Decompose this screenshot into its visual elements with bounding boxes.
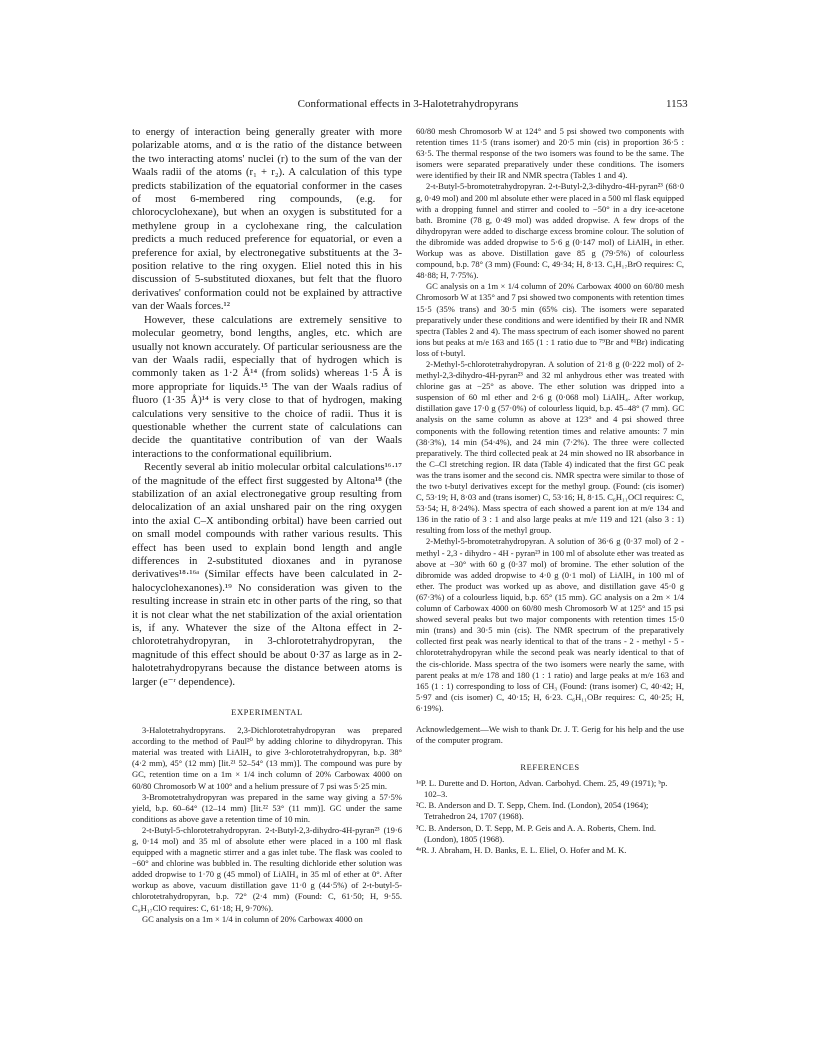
page-number: 1153 [666,98,688,110]
body-paragraph: However, these calculations are extremely sensitive to molecular geometry, bond lengths, angles, etc. which are usually not known accurately. Of particular seriousness are the van der Waals radii, especially that of hydrogen which is commonly taken as 1·2 Å¹⁴ (from solids) whereas 1·5 Å is more appropriate for liquids.¹⁵ The van der Waals radius of fluoro (1·35 Å)¹⁴ is very close to that of hydrogen, making calculations very sensitive to the choice of radii. Thus it is questionable whether the current state of calculations can decide the quantitative contribution of van der Waals interactions to the conformational equilibrium. [132,313,402,460]
left-column [132,126,402,1046]
references-list [416,778,684,856]
experimental-paragraph: 3-Halotetrahydropyrans. 2,3-Dichlorotetrahydropyran was prepared according to the method of Paul²⁰ by adding chlorine to dihydropyran. This material was treated with LiAlH₄ to give 3-chlorotetrahydropyran, b.p. 38° (4·2 mm), 45° (12 mm) [lit.²¹ 52–54° (13 mm)]. The compound was pure by GC, retention time on a 1m × 1/4 inch column of 20% Carbowax 4000 on 60/80 Chromosorb W at 100° and a helium pressure of 7 psi was 5·25 min. [132,725,402,791]
experimental-paragraph: 60/80 mesh Chromosorb W at 124° and 5 psi showed two components with retention times 11·5 (trans isomer) and 20·5 min (cis) in proportion 36·5 : 63·5. The thermal response of the two isomers was found to be the same. The isomers were separated preparatively under these conditions. The isomers were identified by their IR and NMR spectra (Tables 1 and 4). [416,126,684,181]
experimental-paragraph: GC analysis on a 1m × 1/4 column of 20% Carbowax 4000 on 60/80 mesh Chromosorb W at 135° and 7 psi showed two components with retention times 15·5 (35% trans) and 30·5 min (65% cis). The isomers were separated preparatively under these conditions and were identified by their IR and NMR spectra (Tables 2 and 4). The mass spectrum of each isomer showed no parent ions but peaks at m/e 163 and 165 (1 : 1 ratio due to ⁷⁹Br and ⁸¹Br) indicating loss of t-butyl. [416,281,684,358]
experimental-section [132,725,402,925]
experimental-paragraph: 2-t-Butyl-5-bromotetrahydropyran. 2-t-Butyl-2,3-dihydro-4H-pyran²³ (68·0 g, 0·49 mol) and 200 ml absolute ether were placed in a 500 ml flask equipped with a dropping funnel and stirrer and cooled to −50° in a dry ice-acetone bath. Bromine (78 g, 0·49 mol) was added dropwise. A few drops of the dihydropyran were added to discharge excess bromine colour. The solution of the dibromide was added dropwise to 5·6 g (0·147 mol) of LiAlH₄ in ether. Workup was as above. Distillation gave 85 g (79·5%) of colourless compound, b.p. 78° (3 mm) (Found: C, 49·34; H, 8·13. C₉H₁₇BrO requires: C, 48·88; H, 7·75%). [416,181,684,281]
right-column [416,126,684,1046]
experimental-paragraph: 2-Methyl-5-chlorotetrahydropyran. A solution of 21·8 g (0·222 mol) of 2-methyl-2,3-dihydro-4H-pyran²³ and 32 ml anhydrous ether was treated with chlorine gas at −25° as above. The ether solution was dripped into a suspension of 60 ml ether and 2·6 g (0·068 mol) LiAlH₄. After workup, distillation gave 17·0 g (57·0%) of colourless liquid, b.p. 45–48° (7 mm). GC analysis on the same column as above at 123° and 4 psi showed three components with the following retention times and relative amounts: 7 min (38·3%), 14 min (54·4%), and 24 min (7·2%). The three were collected preparatively. The third collected peak at 24 min showed no IR absorbance in the C–Cl stretching region. IR data (Table 4) indicated that the first GC peak was the trans isomer and the second cis. NMR spectra were similar to those of the two t-butyl derivatives except for the methyl group. (Found: (cis isomer) C, 53·19; H, 8·03 and (trans isomer) C, 53·16; H, 8·15. C₆H₁₁OCl requires: C, 53·54; H, 8·24%). Mass spectra of each showed a parent ion at m/e 134 and 136 in the ratio of 3 : 1 and also large peaks at m/e 119 and 121 (also 3 : 1) resulting from loss of the methyl group. [416,358,684,536]
body-paragraph: Recently several ab initio molecular orbital calculations¹⁶·¹⁷ of the magnitude of the effect first suggested by Altona¹⁸ (the stabilization of an axial electronegative group resulting from delocalization of an axial unshared pair on the ring oxygen into the axial C–X antibonding orbital) have been carried out on small model compounds with rather various results. This effect has been used to explain bond length and angle differences in 2-substituted dioxanes and in pyranose derivatives¹⁸·¹⁶ᵃ (Similar effects have been calculated in 2-halocyclohexanones).¹⁹ No consideration was given to the resulting increase in strain etc in other parts of the ring, so that it is not clear what the net stabilization of the axial orientation is, if any. Whatever the size of the Altona effect in 2-chlorotetrahydropyran, in 3-chlorotetrahydropyran, the magnitude of this effect should be about 0·37 as large as in 2-halotetrahydropyrans because the distance between atoms is larger (e⁻ʳ dependence). [132,461,402,688]
experimental-paragraph: 2-Methyl-5-bromotetrahydropyran. A solution of 36·6 g (0·37 mol) of 2 - methyl - 2,3 - dihydro - 4H - pyran²³ in 100 ml of absolute ether was treated as above at −30° with 60 g (0·37 mol) of bromine. The ether solution of the dibromide was added dropwise to 4·0 g (0·1 mol) of LiAlH₄ in 100 ml of ether. The product was worked up as above, and distillation gave 45·0 g (67·3%) of a colourless liquid, b.p. 65° (15 mm). GC analysis on a 2m × 1/4 column of Carbowax 4000 on 60/80 mesh Chromosorb W at 125° and 15 psi showed several peaks but two major components with retention times 15·0 min (trans) and 30·5 min (cis). The NMR spectrum of the preparatively collected first peak was nearly identical to that of the trans - 2 - methyl - 5 - chlorotetrahydropyran while the second peak was nearly identical to that of the cis-chloride. Mass spectra of the two isomers were nearly the same, with parent peaks at m/e 178 and 180 (1 : 1 ratio) and large peaks at m/e 163 and 165 (1 : 1) corresponding to loss of CH₃ (Found: (trans isomer) C, 40·42; H, 5·97 and (cis isomer) C, 40·15; H, 6·23. C₆H₁₁OBr requires: C, 40·25; H, 6·19%). [416,536,684,713]
experimental-paragraph: 3-Bromotetrahydropyran was prepared in the same way giving a 57·5% yield, b.p. 60–64° (12–14 mm) [lit.²² 53° (11 mm)]. GC under the same conditions as above gave a retention time of 10 min. [132,791,402,824]
spacer [416,714,684,724]
reference-item: ¹ᵃP. L. Durette and D. Horton, Advan. Carbohyd. Chem. 25, 49 (1971); ᵇp. 102–3. [416,778,668,800]
reference-item: ³C. B. Anderson, D. T. Sepp, M. P. Geis and A. A. Roberts, Chem. Ind. (London), 1805 (1968). [416,822,657,844]
discussion-section [132,126,402,689]
body-paragraph: to energy of interaction being generally greater with more polarizable atoms, and α is the ratio of the distance between the two interacting atoms' nuclei (r) to the sum of the van der Waals radii of the atoms (r₁ + r₂). A calculation of this type predicts stabilization of the equatorial conformer in the cases of most 6-membered ring compounds, (e.g. for chlorocyclohexane), but when an oxygen is substituted for a methylene group in a cyclohexane ring, the calculation predicts a much reduced preference for equatorial, or even a preference for axial, by electronegative substituents at the 3-position relative to the ring oxygen. Eliel noted this in his discussion of 5-substituted dioxanes, but felt that the fluoro derivatives' conformation could not be explained by attractive van der Waals forces.¹² [132,126,402,313]
reference-item: ⁴ᵃR. J. Abraham, H. D. Banks, E. L. Eliel, O. Hofer and M. K. [416,844,627,855]
experimental-paragraph: 2-t-Butyl-5-chlorotetrahydropyran. 2-t-Butyl-2,3-dihydro-4H-pyran²³ (19·6 g, 0·14 mol) and 35 ml of absolute ether were placed in a 100 ml flask equipped with a magnetic stirrer and a gas inlet tube. The flask was cooled to −60° and chlorine was bubbled in. The resulting dichloride ether solution was added dropwise to 1·70 g (45 mmol) of LiAlH₄ in 35 ml of ether at 0°. After workup as above, vacuum distillation gave 11·0 g (44·5%) of 2-t-butyl-5-chlorotetrahydropyran, b.p. 72° (2·4 mm) (Found: C, 61·50; H, 9·55. C₉H₁₇ClO requires: C, 61·18; H, 9·70%). [132,824,402,913]
running-header-title: Conformational effects in 3-Halotetrahydropyrans [297,98,519,110]
experimental-heading: EXPERIMENTAL [231,707,303,718]
reference-item: ²C. B. Anderson and D. T. Sepp, Chem. Ind. (London), 2054 (1964); Tetrahedron 24, 1707 (1968). [416,800,649,822]
experimental-continued [416,126,684,746]
acknowledgement: Acknowledgement—We wish to thank Dr. J. T. Gerig for his help and the use of the computer program. [416,723,684,746]
experimental-paragraph: GC analysis on a 1m × 1/4 in column of 20% Carbowax 4000 on [142,913,363,924]
references-heading: REFERENCES [520,762,580,773]
